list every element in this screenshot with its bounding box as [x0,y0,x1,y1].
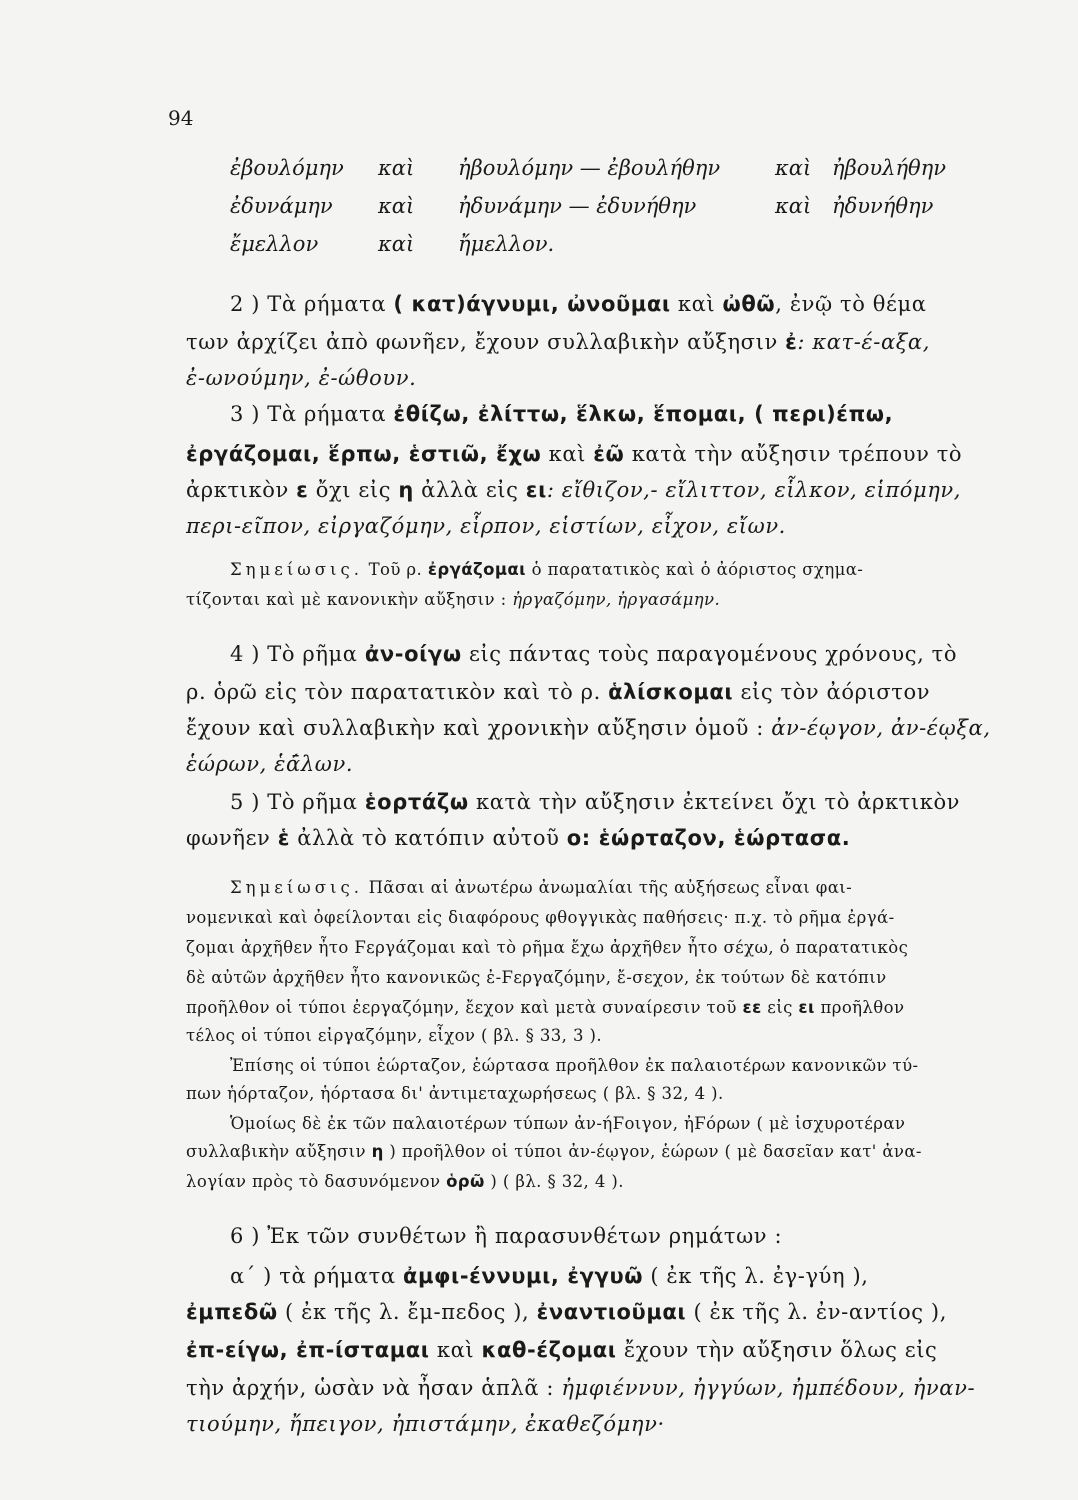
paragraph-3-line-3: ἀρκτικὸν ε ὄχι εἰς η ἀλλὰ εἰς ει: εἴθιζον,- εἴλιττον, εἷλκον, εἱπόμην, [186,478,962,502]
page-number: 94 [168,106,194,130]
note-2-line-9: Ὁμοίως δὲ ἐκ τῶν παλαιοτέρων τύπων ἀν-ήϜοιγον, ἠϜόρων ( μὲ ἰσχυροτέραν [230,1114,906,1133]
paragraph-4-line-4: ἑώρων, ἑά̄λων. [186,752,354,776]
note-2-line-8: πων ἡόρταζον, ἡόρτασα δι' ἀντιμεταχωρήσεως ( βλ. § 32, 4 ). [186,1084,724,1103]
paragraph-5-line-1: 5 ) Τὸ ρῆμα ἑορτάζω κατὰ τὴν αὔξησιν ἐκτείνει ὄχι τὸ ἀρκτικὸν [230,790,961,814]
note-2-line-4: δὲ αὐτῶν ἀρχῆθεν ἦτο κανονικῶς ἐ-Ϝεργαζόμην, ἔ-σεχον, ἐκ τούτων δὲ κατόπιν [186,968,887,987]
verb-form: ἐδυνάμην [230,194,333,218]
paragraph-6-line-3: ἐμπεδῶ ( ἐκ τῆς λ. ἔμ-πεδος ), ἐναντιοῦμαι ( ἐκ τῆς λ. ἐν-αντίος ), [186,1300,947,1324]
paragraph-5-line-2: φωνῆεν ἑ ἀλλὰ τὸ κατόπιν αὐτοῦ ο: ἑώρταζον, ἑώρτασα. [186,826,851,850]
verb-conj: καὶ [775,156,812,180]
paragraph-2-line-1: 2 ) Τὰ ρήματα ( κατ)άγνυμι, ὠνοῦμαι καὶ ὠθῶ, ἐνῷ τὸ θέμα [230,292,927,316]
note-2-line-11: λογίαν πρὸς τὸ δασυνόμενον ὁρῶ ) ( βλ. § 32, 4 ). [186,1172,624,1191]
verb-form: ἐβουλόμην [230,156,344,180]
verb-conj: καὶ [378,156,415,180]
verb-form: ἠβουλόμην — ἐβουλήθην [458,156,721,180]
verb-conj: καὶ [378,232,415,256]
paragraph-6-line-6: τιούμην, ἤπειγον, ἠπιστάμην, ἐκαθεζόμην· [186,1412,665,1436]
paragraph-6-line-1: 6 ) Ἐκ τῶν συνθέτων ἢ παρασυνθέτων ρημάτων : [230,1224,783,1248]
verb-form: ἠβουλήθην [832,156,947,180]
paragraph-3-line-4: περι-εῖπον, εἰργαζόμην, εἷρπον, εἱστίων, εἶχον, εἴων. [186,514,786,538]
paragraph-4-line-2: ρ. ὁρῶ εἰς τὸν παρατατικὸν καὶ τὸ ρ. ἁλίσκομαι εἰς τὸν ἀόριστον [186,680,931,704]
verb-form: ἤμελλον. [458,232,555,256]
note-2-line-5: προῆλθον οἱ τύποι ἐεργαζόμην, ἔεχον καὶ μετὰ συναίρεσιν τοῦ εε εἰς ει προῆλθον [186,998,905,1017]
paragraph-6-line-2: α΄ ) τὰ ρήματα ἀμφι-έννυμι, ἐγγυῶ ( ἐκ τῆς λ. ἐγ-γύη ), [230,1264,869,1288]
paragraph-2-line-3: ἐ-ωνούμην, ἐ-ώθουν. [186,366,417,390]
verb-form: ἔμελλον [230,232,319,256]
verb-form: ἠδυνάμην — ἐδυνήθην [458,194,697,218]
note-2-line-6: τέλος οἱ τύποι εἰργαζόμην, εἶχον ( βλ. § 33, 3 ). [186,1026,602,1045]
note-1-line-1: Σημείωσις. Τοῦ ρ. ἐργάζομαι ὁ παρατατικὸς καὶ ὁ ἀόριστος σχημα- [230,560,864,579]
paragraph-3-line-1: 3 ) Τὰ ρήματα ἐθίζω, ἐλίττω, ἕλκω, ἕπομαι, ( περι)έπω, [230,402,894,426]
note-2-line-2: νομενικαὶ καὶ ὀφείλονται εἰς διαφόρους φθογγικὰς παθήσεις· π.χ. τὸ ρῆμα ἐργά- [186,908,895,927]
verb-form: ἠδυνήθην [832,194,934,218]
note-2-line-1: Σημείωσις. Πᾶσαι αἱ ἀνωτέρω ἀνωμαλίαι τῆς αὐξήσεως εἶναι φαι- [230,878,853,897]
verb-conj: καὶ [775,194,812,218]
paragraph-3-line-2: ἐργάζομαι, ἕρπω, ἑστιῶ, ἔχω καὶ ἐῶ κατὰ τὴν αὔξησιν τρέπουν τὸ [186,442,963,466]
note-2-line-3: ζομαι ἀρχῆθεν ἦτο Ϝεργάζομαι καὶ τὸ ρῆμα ἔχω ἀρχῆθεν ἦτο σέχω, ὁ παρατατικὸς [186,938,909,957]
paragraph-6-line-4: ἐπ-είγω, ἐπ-ίσταμαι καὶ καθ-έζομαι ἔχουν τὴν αὔξησιν ὅλως εἰς [186,1338,938,1362]
paragraph-4-line-1: 4 ) Τὸ ρῆμα ἀν-οίγω εἰς πάντας τοὺς παραγομένους χρόνους, τὸ [230,642,958,666]
note-2-line-7: Ἐπίσης οἱ τύποι ἑώρταζον, ἑώρτασα προῆλθον ἐκ παλαιοτέρων κανονικῶν τύ- [230,1056,919,1075]
note-2-line-10: συλλαβικὴν αὔξησιν η ) προῆλθον οἱ τύποι ἀν-έῳγον, ἑώρων ( μὲ δασεῖαν κατ' ἀνα- [186,1142,922,1161]
verb-conj: καὶ [378,194,415,218]
note-1-line-2: τίζονται καὶ μὲ κανονικὴν αὔξησιν : ἠργαζόμην, ἠργασάμην. [186,590,721,609]
paragraph-2-line-2: των ἀρχίζει ἀπὸ φωνῆεν, ἔχουν συλλαβικὴν αὔξησιν ἐ: κατ-έ-αξα, [186,330,930,354]
paragraph-6-line-5: τὴν ἀρχήν, ὡσὰν νὰ ἦσαν ἁπλᾶ : ἠμφιέννυν, ἠγγύων, ἠμπέδουν, ἠναν- [186,1376,976,1400]
paragraph-4-line-3: ἔχουν καὶ συλλαβικὴν καὶ χρονικὴν αὔξησιν ὁμοῦ : ἀν-έῳγον, ἀν-έῳξα, [186,716,991,740]
